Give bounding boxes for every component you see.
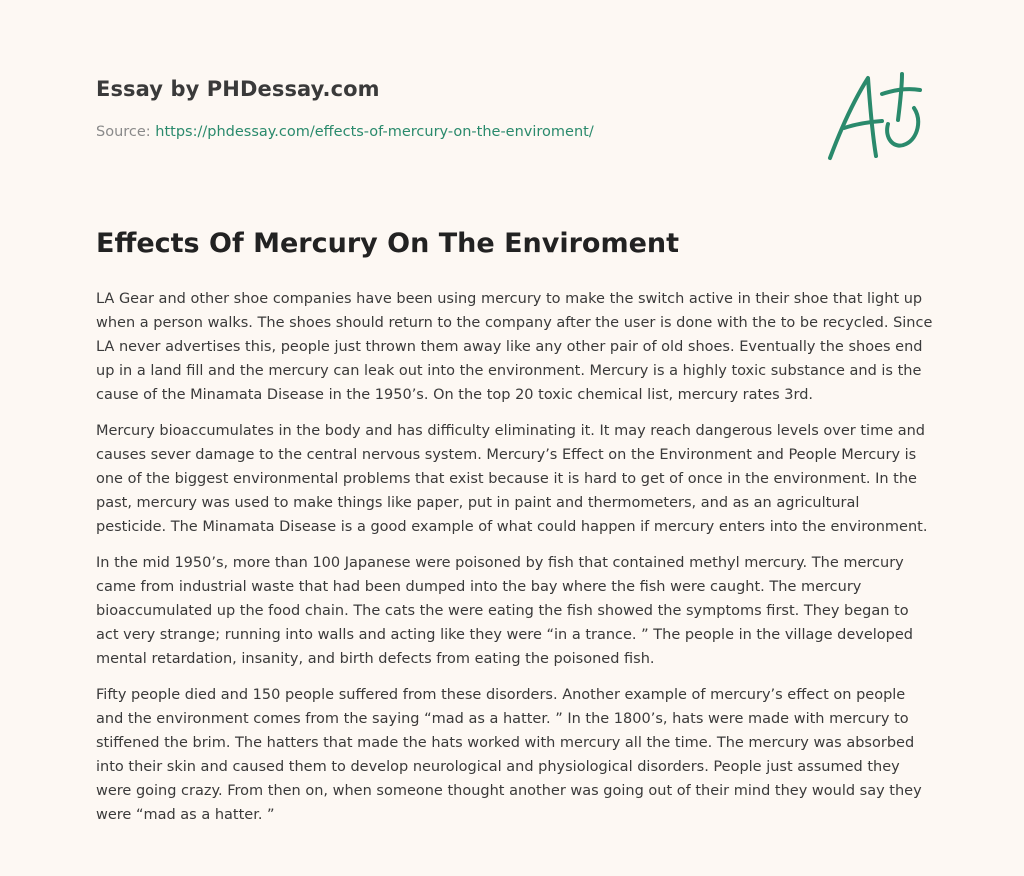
site-brand: Essay by PHDessay.com [96,77,380,101]
essay-paragraph: Fifty people died and 150 people suffered from these disorders. Another example of mercury’s effect on people and the environment comes from the saying “mad as a hatter. ” In the 1800’s, hats were made with mercury to stiffened the brim. The hatters that made the hats worked with mercury all the time. The mercury was absorbed into their skin and caused them to develop neurological and physiological disorders. People just assumed they were going crazy. From then on, when someone thought another was going out of their mind they would say they were “mad as a hatter. ” [96,687,922,823]
essay-paragraph: LA Gear and other shoe companies have been using mercury to make the switch active in their shoe that light up when a person walks. The shoes should return to the company after the user is done with the to be recycled. Since LA never advertises this, people just thrown them away like any other pair of old shoes. Eventually the shoes end up in a land fill and the mercury can leak out into the environment. Mercury is a highly toxic substance and is the cause of the Minamata Disease in the 1950’s. On the top 20 toxic chemical list, mercury rates 3rd. [96,291,933,403]
essay-body [96,287,934,839]
source-label: Source: [96,124,156,140]
essay-title: Effects Of Mercury On The Enviroment [96,228,680,259]
essay-paragraph: In the mid 1950’s, more than 100 Japanese were poisoned by fish that contained methyl mercury. The mercury came from industrial waste that had been dumped into the bay where the fish were caught. The mercury bioaccumulated up the food chain. The cats the were eating the fish showed the symptoms first. They began to act very strange; running into walls and acting like they were “in a trance. ” The people in the village developed mental retardation, insanity, and birth defects from eating the poisoned fish. [96,555,913,667]
source-link[interactable]: https://phdessay.com/effects-of-mercury-on-the-enviroment/ [155,124,594,140]
essay-paragraph: Mercury bioaccumulates in the body and has difficulty eliminating it. It may reach dangerous levels over time and causes sever damage to the central nervous system. Mercury’s Effect on the Environment and People Mercury is one of the biggest environmental problems that exist because it is hard to get of once in the environment. In the past, mercury was used to make things like paper, put in paint and thermometers, and as an agricultural pesticide. The Minamata Disease is a good example of what could happen if mercury enters into the environment. [96,423,928,535]
a-plus-grade-icon [820,66,930,166]
source-line [96,124,594,140]
